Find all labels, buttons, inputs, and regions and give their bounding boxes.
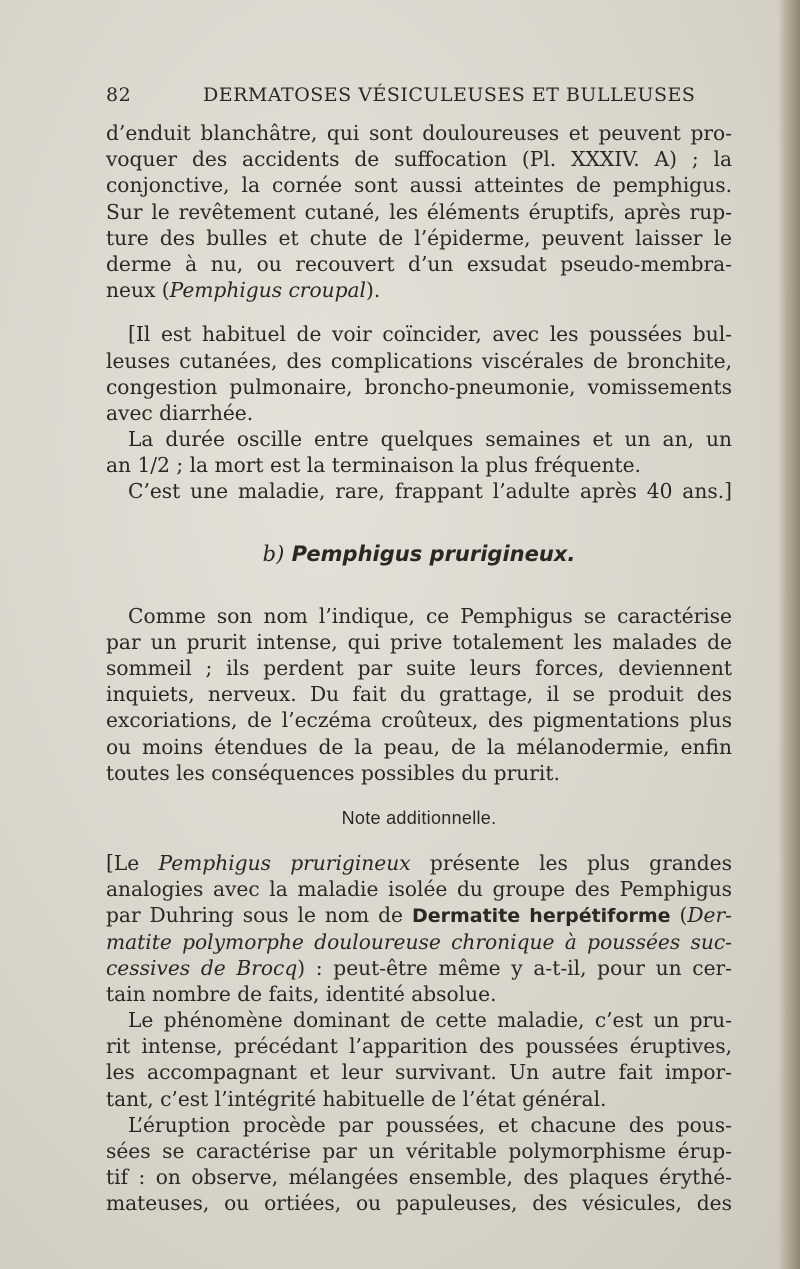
paragraph-4 — [106, 478, 732, 504]
text-run: par Duhring sous le nom de — [106, 903, 412, 928]
text-run: [Le — [106, 850, 159, 875]
text-run: neux ( — [106, 278, 170, 303]
paragraph-6 — [106, 850, 732, 1007]
page-header — [106, 84, 730, 110]
paragraph-3 — [106, 426, 732, 478]
note-title: Note additionnelle. — [341, 807, 497, 828]
text-line: analogies avec la maladie isolée du groupe des Pemphigus — [106, 877, 732, 902]
bold-term: Dermatite herpétiforme — [411, 905, 671, 928]
text-run: ). — [366, 278, 381, 303]
text-line: derme à nu, ou recouvert d’un exsudat pseudo-membra- — [106, 251, 732, 276]
text-line: par un prurit intense, qui prive totalement les malades de — [106, 629, 732, 654]
page-number: 82 — [106, 84, 132, 106]
text-run: présente les plus grandes — [410, 850, 732, 875]
paragraph-7 — [106, 1007, 732, 1112]
text-line: Sur le revêtement cutané, les éléments éruptifs, après rup- — [106, 199, 732, 224]
text-line — [106, 277, 732, 303]
paragraph-8 — [106, 1112, 732, 1217]
text-line: tain nombre de faits, identité absolue. — [106, 981, 497, 1006]
text-line: excoriations, de l’eczéma croûteux, des pigmentations plus — [106, 708, 732, 733]
text-line: inquiets, nerveux. Du fait du grattage, il se produit des — [106, 682, 732, 707]
text-line: La durée oscille entre quelques semaines et un an, un — [128, 427, 732, 452]
subheading-title: Pemphigus prurigineux. — [291, 541, 576, 566]
text-line: L’éruption procède par poussées, et chacune des pous- — [128, 1112, 732, 1137]
text-line: an 1/2 ; la mort est la terminaison la plus fréquente. — [106, 453, 641, 478]
text-line: tif : on observe, mélangées ensemble, des plaques érythé- — [106, 1165, 732, 1190]
text-line: sées se caractérise par un véritable polymorphisme érup- — [106, 1139, 732, 1163]
page-edge-shadow — [778, 0, 800, 1269]
text-line: congestion pulmonaire, broncho-pneumonie, vomissements — [106, 374, 732, 399]
text-run: ) : peut-être même y a-t-il, pour un cer- — [297, 955, 732, 980]
paragraph-1 — [106, 120, 732, 303]
section-subheading — [106, 539, 732, 569]
text-line: ture des bulles et chute de l’épiderme, peuvent laisser le — [106, 225, 732, 250]
text-run: ( — [670, 903, 688, 928]
text-line: [Il est habituel de voir coïncider, avec les poussées bul- — [128, 322, 732, 347]
text-line: sommeil ; ils perdent par suite leurs forces, deviennent — [106, 656, 732, 680]
italic-term: cessives de Brocq — [106, 955, 298, 980]
italic-term: Der- — [687, 903, 732, 928]
italic-term: Pemphigus prurigineux — [158, 850, 411, 875]
text-line: Le phénomène dominant de cette maladie, c’est un pru- — [128, 1008, 732, 1033]
text-line: avec diarrhée. — [106, 400, 254, 425]
text-line — [106, 850, 732, 876]
text-line — [106, 902, 732, 928]
text-line: rit intense, précédant l’apparition des poussées éruptives, — [106, 1034, 732, 1059]
text-line: Comme son nom l’indique, ce Pemphigus se caractérise — [128, 603, 732, 628]
subheading-letter: b) — [262, 541, 285, 566]
text-line: leuses cutanées, des complications viscérales de bronchite, — [106, 348, 732, 373]
text-line: ou moins étendues de la peau, de la mélanodermie, enfin — [106, 734, 732, 759]
paragraph-5 — [106, 603, 732, 786]
text-line: tant, c’est l’intégrité habituelle de l’état général. — [106, 1086, 607, 1111]
text-line: C’est une maladie, rare, frappant l’adulte après 40 ans.] — [128, 479, 732, 504]
text-line: toutes les conséquences possibles du prurit. — [106, 760, 560, 785]
paragraph-2 — [106, 321, 732, 426]
italic-term: matite polymorphe douloureuse chronique à poussées suc- — [106, 929, 732, 954]
body-text — [106, 120, 732, 1217]
text-line: voquer des accidents de suffocation (Pl. XXXIV. A) ; la — [106, 147, 732, 172]
text-line — [106, 955, 732, 981]
italic-term: Pemphigus croupal — [169, 278, 367, 303]
text-line: les accompagnant et leur survivant. Un autre fait impor- — [106, 1060, 732, 1085]
text-line: mateuses, ou ortiées, ou papuleuses, des vésicules, des — [106, 1191, 732, 1216]
text-line: d’enduit blanchâtre, qui sont douloureuses et peuvent pro- — [106, 121, 732, 145]
text-line: conjonctive, la cornée sont aussi atteintes de pemphigus. — [106, 173, 732, 198]
running-title: DERMATOSES VÉSICULEUSES ET BULLEUSES — [203, 84, 696, 106]
text-line — [106, 929, 732, 955]
